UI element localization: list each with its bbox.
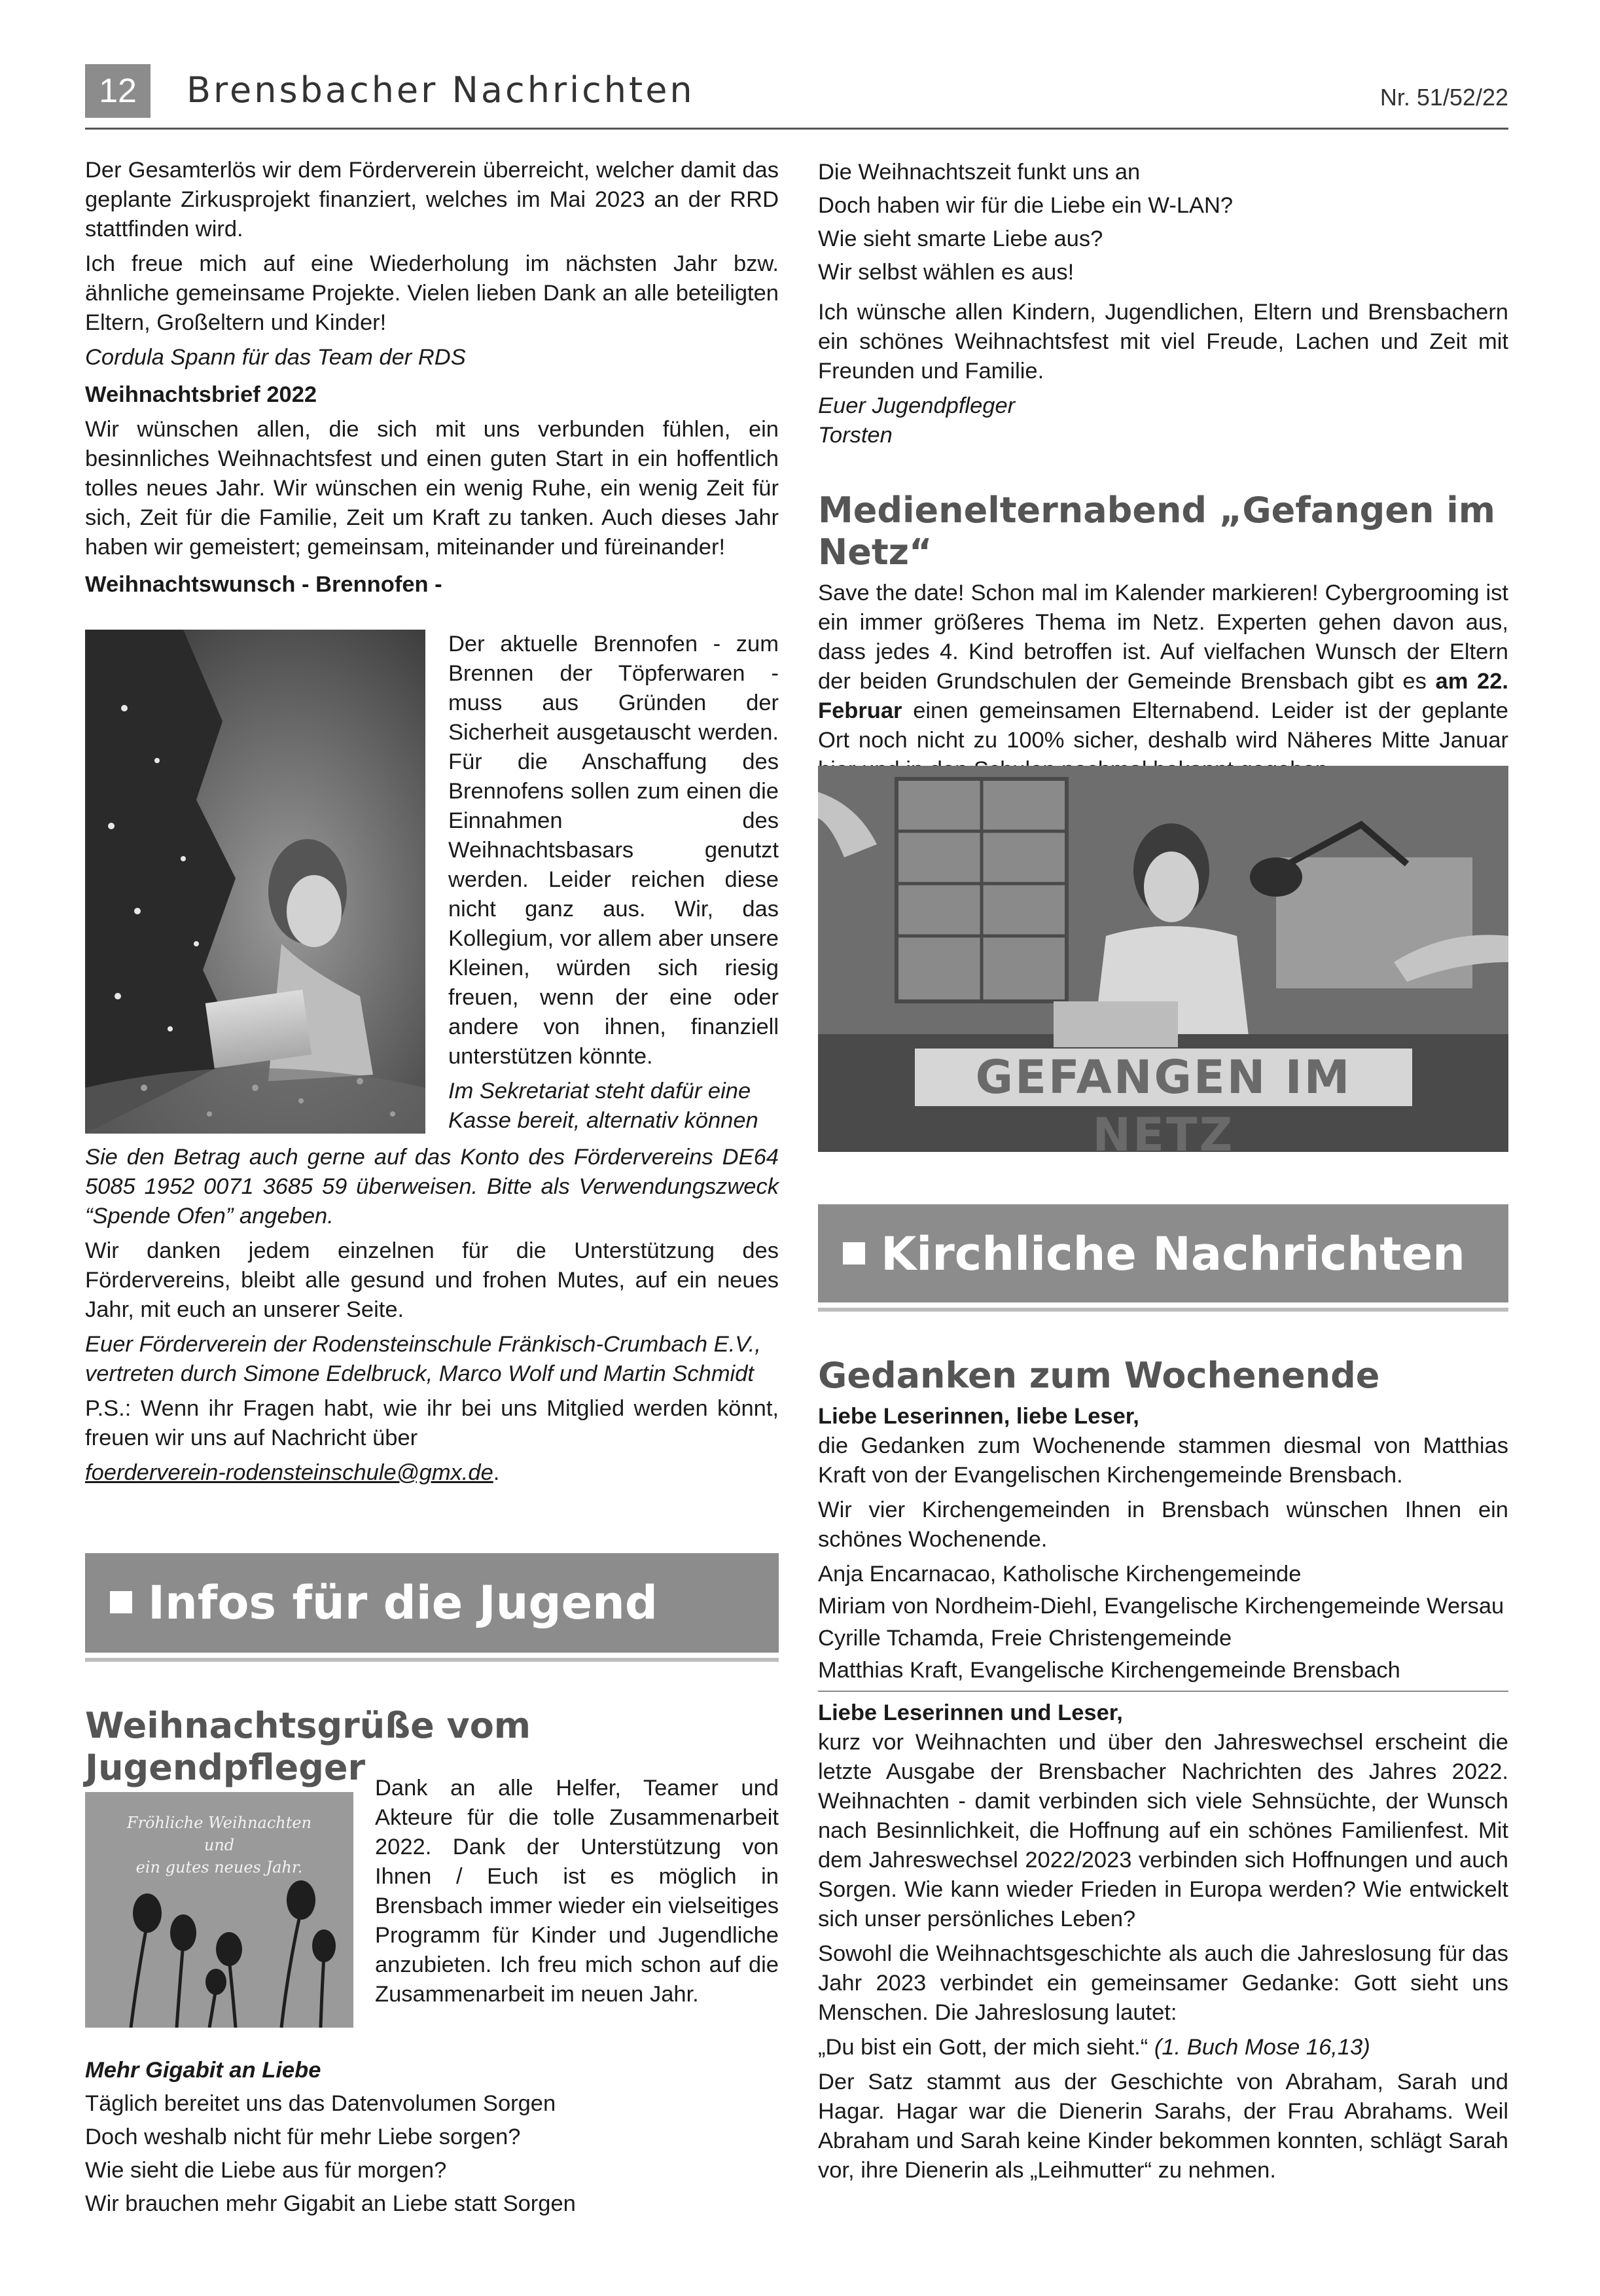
gefangen-im-netz-poster	[818, 766, 1508, 1152]
signature: Torsten	[818, 423, 893, 448]
email-link[interactable]: foerderverein-rodensteinschule@gmx.de	[85, 1460, 493, 1485]
jugend-text	[375, 1774, 779, 2015]
banner-title: Infos für die Jugend	[148, 1576, 658, 1630]
paragraph: Der Gesamterlös wir dem Förderverein überreicht, welcher damit das geplante Zirkusprojekt finanziert, welches im Mai 2023 an der RRD stattfinden wird.	[85, 158, 779, 242]
italic-note: Im Sekretariat steht dafür eine Kasse bereit, alternativ können	[448, 1079, 758, 1133]
paragraph: die Gedanken zum Wochenende stammen diesmal von Matthias Kraft von der Evangelischen Kirchengemeinde Brensbach.	[818, 1433, 1508, 1488]
poem-line: Wie sieht smarte Liebe aus?	[818, 226, 1103, 251]
section-heading-gedanken: Gedanken zum Wochenende	[818, 1355, 1380, 1396]
signature: Euer Jugendpfleger	[818, 393, 1016, 418]
card-line: ein gutes neues Jahr.	[135, 1858, 303, 1876]
quote-line	[818, 2033, 1508, 2062]
girl-drawing-photo	[85, 630, 425, 1134]
name-line: Matthias Kraft, Evangelische Kirchengemeinde Brensbach	[818, 1658, 1400, 1683]
signature: Cordula Spann für das Team der RDS	[85, 345, 466, 370]
poem-line: Die Weihnachtszeit funkt uns an	[818, 160, 1141, 185]
poem-line: Wir selbst wählen es aus!	[818, 260, 1075, 285]
name-line: Cyrille Tchamda, Freie Christengemeinde	[818, 1626, 1232, 1651]
poem-line: Doch weshalb nicht für mehr Liebe sorgen?	[85, 2125, 521, 2149]
signature: Euer Förderverein der Rodensteinschule Fränkisch-Crumbach E.V., vertreten durch Simone Edelbruck, Marco Wolf und Martin Schmidt	[85, 1332, 761, 1386]
banner-infos-jugend	[85, 1553, 779, 1653]
paragraph: Der Satz stammt aus der Geschichte von Abraham, Sarah und Hagar. Hagar war die Dienerin Sarahs, der Frau Abrahams. Weil Abraham und Sarah keine Kinder bekommen konnten, schlägt Sarah vor, ihre Dienerin als „Leihmutter“ zu nehmen.	[818, 2070, 1508, 2183]
brennofen-text	[448, 630, 779, 1136]
left-column-middle	[85, 1143, 779, 1493]
card-line: Fröhliche Weihnachten	[126, 1814, 312, 1832]
quote: „Du bist ein Gott, der mich sieht.“	[818, 2035, 1148, 2060]
paragraph: Sowohl die Weihnachtsgeschichte als auch die Jahreslosung für das Jahr 2023 verbindet ein gemeinsamer Gedanke: Gott sieht uns Menschen. Die Jahreslosung lautet:	[818, 1941, 1508, 2025]
section-title-weihnachtswunsch: Weihnachtswunsch - Brennofen -	[85, 572, 442, 597]
paragraph: Ich freue mich auf eine Wiederholung im nächsten Jahr bzw. ähnliche gemeinsame Projekte. Vielen lieben Dank an alle beteiligten Eltern, Großeltern und Kinder!	[85, 251, 779, 335]
paragraph: Wir wünschen allen, die sich mit uns verbunden fühlen, ein besinnliches Weihnachtsfest und einen guten Start in ein hoffentlich tolles neues Jahr. Wir wünschen ein wenig Ruhe, ein wenig Zeit für sich, Zeit für die Familie, Zeit um Kraft zu tanken. Auch dieses Jahr haben wir gemeistert; gemeinsam, miteinander und füreinander!	[85, 417, 779, 560]
event-date: am 22. Februar	[818, 669, 1508, 723]
banner-title: Kirchliche Nachrichten	[881, 1227, 1466, 1281]
left-column-top	[85, 156, 779, 605]
header-rule	[85, 128, 1508, 130]
paragraph: Der aktuelle Brennofen - zum Brennen der Töpferwaren - muss aus Gründen der Sicherheit ausgetauscht werden. Für die Anschaffung des Brennofens sollen zum einen die Einnahmen des Weihnachtsbasars genutzt werden. Leider reichen diese nicht ganz aus. Wir, das Kollegium, vor allem aber unsere Kleinen, würden sich riesig freuen, wenn der eine oder andere von ihnen, finanziell unterstützen könnte.	[448, 632, 779, 1069]
banner-kirchliche-nachrichten	[818, 1204, 1508, 1302]
name-line: Miriam von Nordheim-Diehl, Evangelische Kirchengemeinde Wersau	[818, 1594, 1504, 1619]
poster-title: GEFANGEN IM NETZ	[975, 1050, 1352, 1152]
paragraph: Wir vier Kirchengemeinden in Brensbach wünschen Ihnen ein schönes Wochenende.	[818, 1498, 1508, 1552]
paragraph: Wir danken jedem einzelnen für die Unterstützung des Fördervereins, bleibt alle gesund und frohen Mutes, auf ein neues Jahr, mit euch an unserer Seite.	[85, 1238, 779, 1322]
poem-title: Mehr Gigabit an Liebe	[85, 2058, 321, 2083]
salutation: Liebe Leserinnen, liebe Leser,	[818, 1404, 1139, 1429]
paragraph: Ich wünsche allen Kindern, Jugendlichen, Eltern und Brensbachern ein schönes Weihnachtsfest mit viel Freude, Lachen und Zeit mit Freunden und Familie.	[818, 300, 1508, 384]
page-number: 12	[85, 64, 151, 118]
name-line: Anja Encarnacao, Katholische Kirchengemeinde	[818, 1562, 1302, 1587]
medien-block	[818, 490, 1508, 790]
poem-left	[85, 2054, 779, 2221]
divider	[818, 1691, 1508, 1692]
greeting-card-image	[85, 1792, 353, 2028]
salutation: Liebe Leserinnen und Leser,	[818, 1700, 1123, 1725]
publication-title: Brensbacher Nachrichten	[187, 69, 695, 111]
email-line	[85, 1458, 779, 1488]
poem-line: Wie sieht die Liebe aus für morgen?	[85, 2158, 447, 2183]
italic-note: Sie den Betrag auch gerne auf das Konto des Fördervereins DE64 5085 1952 0071 3685 59 überweisen. Bitte als Verwendungszweck “Spende Ofen” angeben.	[85, 1145, 779, 1229]
section-title-weihnachtsbrief: Weihnachtsbrief 2022	[85, 382, 317, 407]
section-heading-medienelternabend: Medienelternabend „Gefangen im Netz“	[818, 490, 1495, 573]
poster-title-box	[915, 1049, 1412, 1152]
square-bullet-icon	[110, 1591, 132, 1613]
jugendpfleger-wishes	[818, 298, 1508, 456]
quote-reference: (1. Buch Mose 16,13)	[1154, 2035, 1370, 2060]
banner-rule	[818, 1308, 1508, 1312]
poem-right	[818, 156, 1508, 289]
paragraph: P.S.: Wenn ihr Fragen habt, wie ihr bei uns Mitglied werden könnt, freuen wir uns auf Nachricht über	[85, 1396, 779, 1450]
paragraph: Dank an alle Helfer, Teamer und Akteure für die tolle Zusammenarbeit 2022. Dank der Unterstützung von Ihnen / Euch ist es möglich in Brensbach immer wieder ein vielseitiges Programm für Kinder und Jugendliche anzubieten. Ich freu mich schon auf die Zusammenarbeit im neuen Jahr.	[375, 1776, 779, 2007]
poem-line: Täglich bereitet uns das Datenvolumen Sorgen	[85, 2091, 556, 2116]
thistle-illustration	[85, 1792, 353, 2028]
poem-line: Wir brauchen mehr Gigabit an Liebe statt Sorgen	[85, 2191, 576, 2216]
text-part: Save the date! Schon mal im Kalender markieren! Cybergrooming ist ein immer größeres Thema im Netz. Experten gehen davon aus, dass jedes 4. Kind betroffen ist. Auf vielfachen Wunsch der Eltern der beiden Grundschulen der Gemeinde Brensbach gibt es	[818, 581, 1508, 694]
paragraph: kurz vor Weihnachten und über den Jahreswechsel erscheint die letzte Ausgabe der Brensbacher Nachrichten des Jahres 2022. Weihnachten - damit verbinden sich viele Sehnsüchte, der Wunsch nach Besinnlichkeit, die Hoffnung auf ein schönes Familienfest. Mit dem Jahreswechsel 2022/2023 verbinden sich Hoffnungen und auch Sorgen. Wie kann wieder Frieden in Europa werden? Wie entwickelt sich unser persönliches Leben?	[818, 1730, 1508, 1931]
section-heading-weihnachtsgruesse: Weihnachtsgrüße vom Jugendpfleger	[85, 1705, 531, 1788]
photo-illustration	[85, 630, 425, 1134]
gedanken-block	[818, 1355, 1508, 2191]
email-period: .	[493, 1460, 500, 1485]
card-line: und	[204, 1836, 235, 1854]
paragraph	[818, 579, 1508, 785]
poem-line: Doch haben wir für die Liebe ein W-LAN?	[818, 193, 1234, 218]
issue-number: Nr. 51/52/22	[1379, 84, 1508, 111]
square-bullet-icon	[843, 1242, 865, 1265]
text-part: einen gemeinsamen Elternabend. Leider ist der geplante Ort noch nicht zu 100% sicher, deshalb wird Näheres Mitte Januar	[818, 698, 1508, 753]
banner-rule	[85, 1658, 779, 1662]
